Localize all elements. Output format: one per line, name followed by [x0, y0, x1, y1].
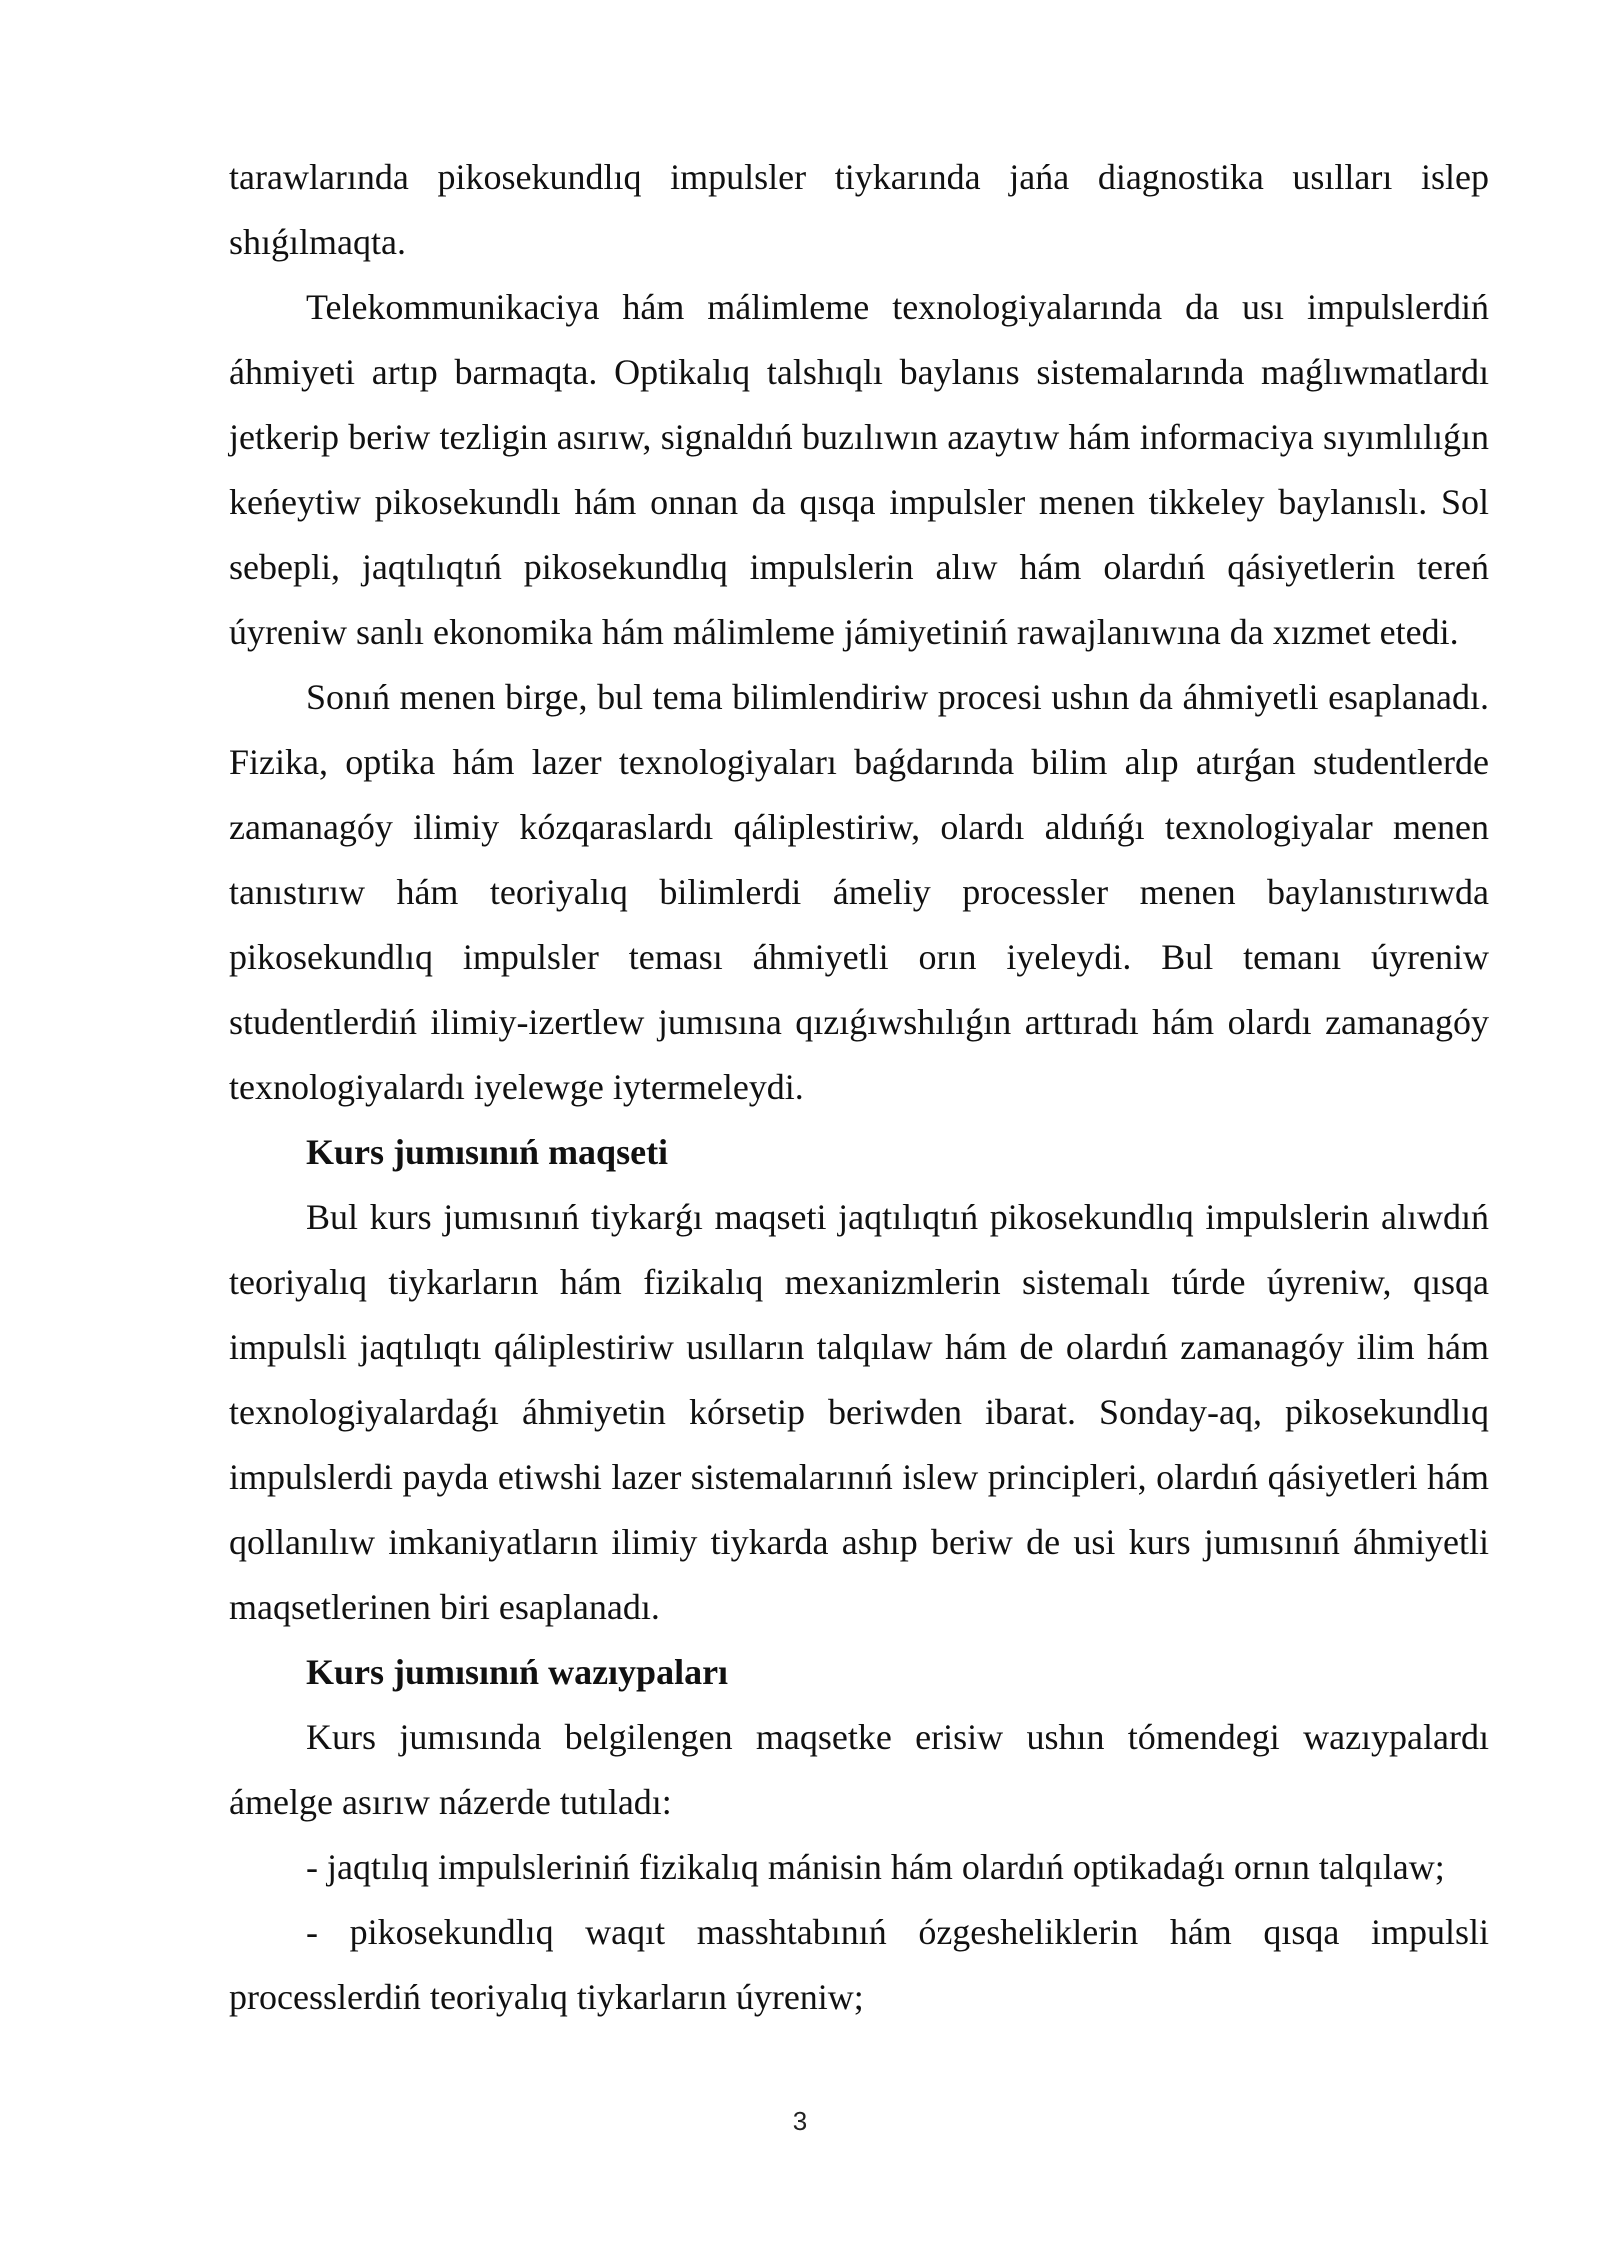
list-item-task-2: - pikosekundlıq waqıt masshtabınıń ózgesheliklerin hám qısqa impulsli processlerdiń teoriyalıq tiykarların úyreniw; [229, 1912, 1489, 2017]
paragraph-education: Sonıń menen birge, bul tema bilimlendiriw procesi ushın da áhmiyetli esaplanadı. Fizika, optika hám lazer texnologiyaları baǵdarında bilim alıp atırǵan studentlerde zamanagóy ilimiy kózqaraslardı qáliplestiriw, olardı aldıńǵı texnologiyalar menen tanıstırıw hám teoriyalıq bilimlerdi ámeliy processler menen baylanıstırıwda pikosekundlıq impulsler teması áhmiyetli orın iyeleydi. Bul temanı úyreniw studentlerdiń ilimiy-izertlew jumısına qızıǵıwshılıǵın arttıradı hám olardı zamanagóy texnologiyalardı iyelewge iytermeleydi. [229, 677, 1489, 1107]
document-page [229, 145, 1489, 2030]
paragraph-continuation: tarawlarında pikosekundlıq impulsler tiykarında jańa diagnostika usılları islep shıǵılmaqta. [229, 157, 1489, 262]
paragraph-telecom: Telekommunikaciya hám málimleme texnologiyalarında da usı impulslerdiń áhmiyeti artıp barmaqta. Optikalıq talshıqlı baylanıs sistemalarında maǵlıwmatlardı jetkerip beriw tezligin asırıw, signaldıń buzılıwın azaytıw hám informaciya sıyımlılıǵın keńeytiw pikosekundlı hám onnan da qısqa impulsler menen tikkeley baylanıslı. Sol sebepli, jaqtılıqtıń pikosekundlıq impulslerin alıw hám olardıń qásiyetlerin tereń úyreniw sanlı ekonomika hám málimleme jámiyetiniń rawajlanıwına da xızmet etedi. [229, 287, 1489, 652]
paragraph-goal: Bul kurs jumısınıń tiykarǵı maqseti jaqtılıqtıń pikosekundlıq impulslerin alıwdıń teoriyalıq tiykarların hám fizikalıq mexanizmlerin sistemalı túrde úyreniw, qısqa impulsli jaqtılıqtı qáliplestiriw usılların talqılaw hám de olardıń zamanagóy ilim hám texnologiyalardaǵı áhmiyetin kórsetip beriwden ibarat. Sonday-aq, pikosekundlıq impulslerdi payda etiwshi lazer sistemalarınıń islew principleri, olardıń qásiyetleri hám qollanılıw imkaniyatların ilimiy tiykarda ashıp beriw de usi kurs jumısınıń áhmiyetli maqsetlerinen biri esaplanadı. [229, 1197, 1489, 1627]
heading-tasks: Kurs jumısınıń wazıypaları [306, 1652, 729, 1692]
page-number: 3 [792, 2106, 808, 2136]
heading-goal: Kurs jumısınıń maqseti [306, 1132, 669, 1172]
list-item-task-1: - jaqtılıq impulsleriniń fizikalıq mánisin hám olardıń optikadaǵı ornın talqılaw; [306, 1847, 1445, 1887]
paragraph-tasks-intro: Kurs jumısında belgilengen maqsetke erisiw ushın tómendegi wazıypalardı ámelge asırıw názerde tutıladı: [229, 1717, 1489, 1822]
